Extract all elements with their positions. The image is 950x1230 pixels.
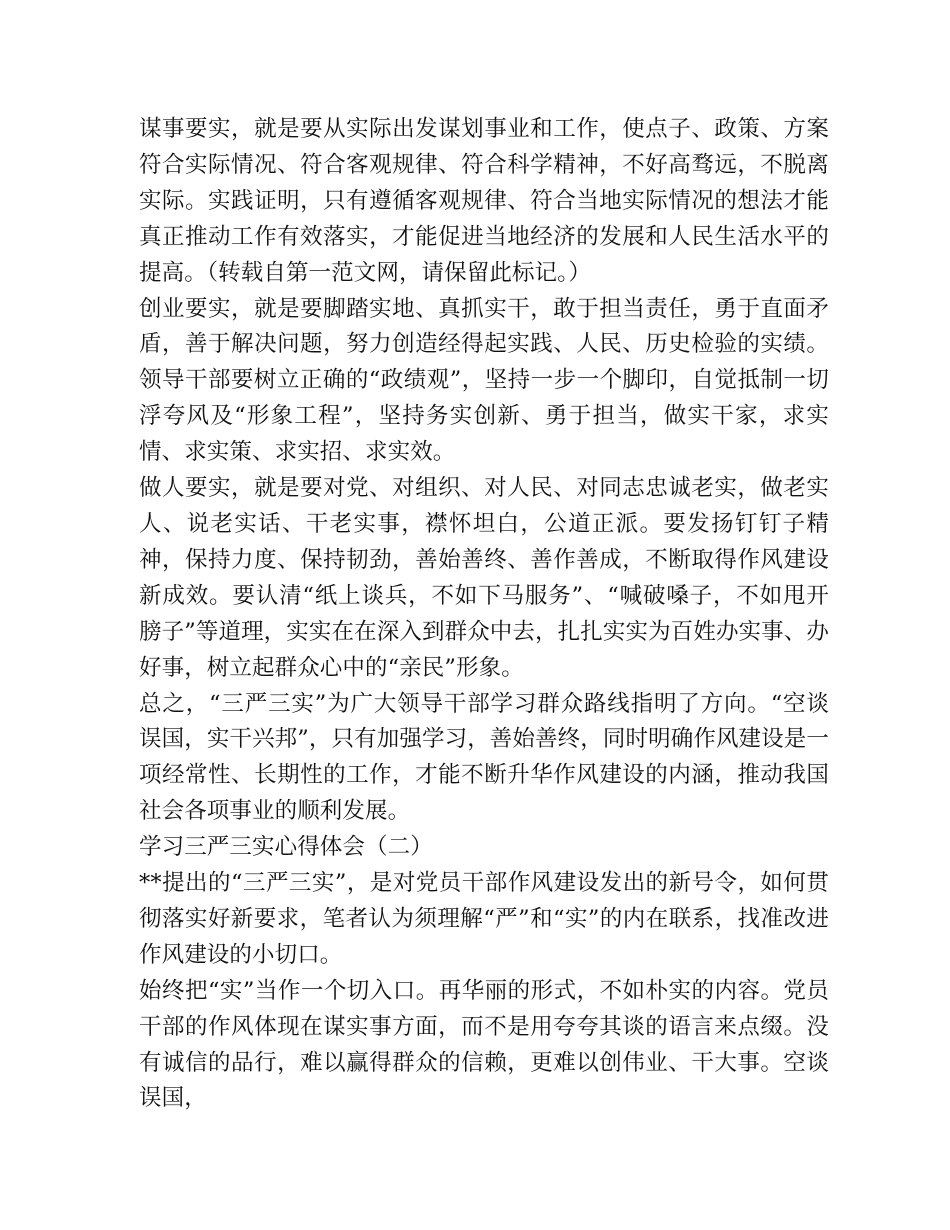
section-heading: 学习三严三实心得体会（二） bbox=[139, 834, 433, 861]
paragraph-chuang-ye-yao-shi: 创业要实，就是要脚踏实地、真抓实干，敢于担当责任，勇于直面矛盾，善于解决问题，努力创造经得起实践、人民、历史检验的实绩。领导干部要树立正确的“政绩观”，坚持一步一个脚印，自觉抵制一切浮夸风及“形象工程”，坚持务实创新、勇于担当，做实干家，求实情、求实策、求实招、求实效。 bbox=[139, 295, 829, 466]
paragraph-zong-zhi: 总之，“三严三实”为广大领导干部学习群众路线指明了方向。“空谈误国，实干兴邦”，只有加强学习，善始善终，同时明确作风建设是一项经常性、长期性的工作，才能不断升华作风建设的内涵，推动我国社会各项事业的顺利发展。 bbox=[139, 690, 829, 825]
paragraph-mou-shi-yao-shi: 谋事要实，就是要从实际出发谋划事业和工作，使点子、政策、方案符合实际情况、符合客观规律、符合科学精神，不好高骛远，不脱离实际。实践证明，只有遵循客观规律、符合当地实际情况的想法才能真正推动工作有效落实，才能促进当地经济的发展和人民生活水平的提高。（转载自第一范文网，请保留此标记。） bbox=[139, 116, 829, 286]
document-body bbox=[139, 112, 829, 1117]
paragraph-shi-zhong-ba-shi: 始终把“实”当作一个切入口。再华丽的形式，不如朴实的内容。党员干部的作风体现在谋实事方面，而不是用夸夸其谈的语言来点缀。没有诚信的品行，难以赢得群众的信赖，更难以创伟业、干大事。空谈误国， bbox=[139, 977, 829, 1112]
paragraph-zuo-ren-yao-shi: 做人要实，就是要对党、对组织、对人民、对同志忠诚老实，做老实人、说老实话、干老实事，襟怀坦白，公道正派。要发扬钉钉子精神，保持力度、保持韧劲，善始善终、善作善成，不断取得作风建设新成效。要认清“纸上谈兵，不如下马服务”、“喊破嗓子，不如甩开膀子”等道理，实实在在深入到群众中去，扎扎实实为百姓办实事、办好事，树立起群众心中的“亲民”形象。 bbox=[139, 475, 829, 681]
paragraph-san-yan-san-shi-intro: **提出的“三严三实”，是对党员干部作风建设发出的新号令，如何贯彻落实好新要求，笔者认为须理解“严”和“实”的内在联系，找准改进作风建设的小切口。 bbox=[139, 870, 829, 968]
